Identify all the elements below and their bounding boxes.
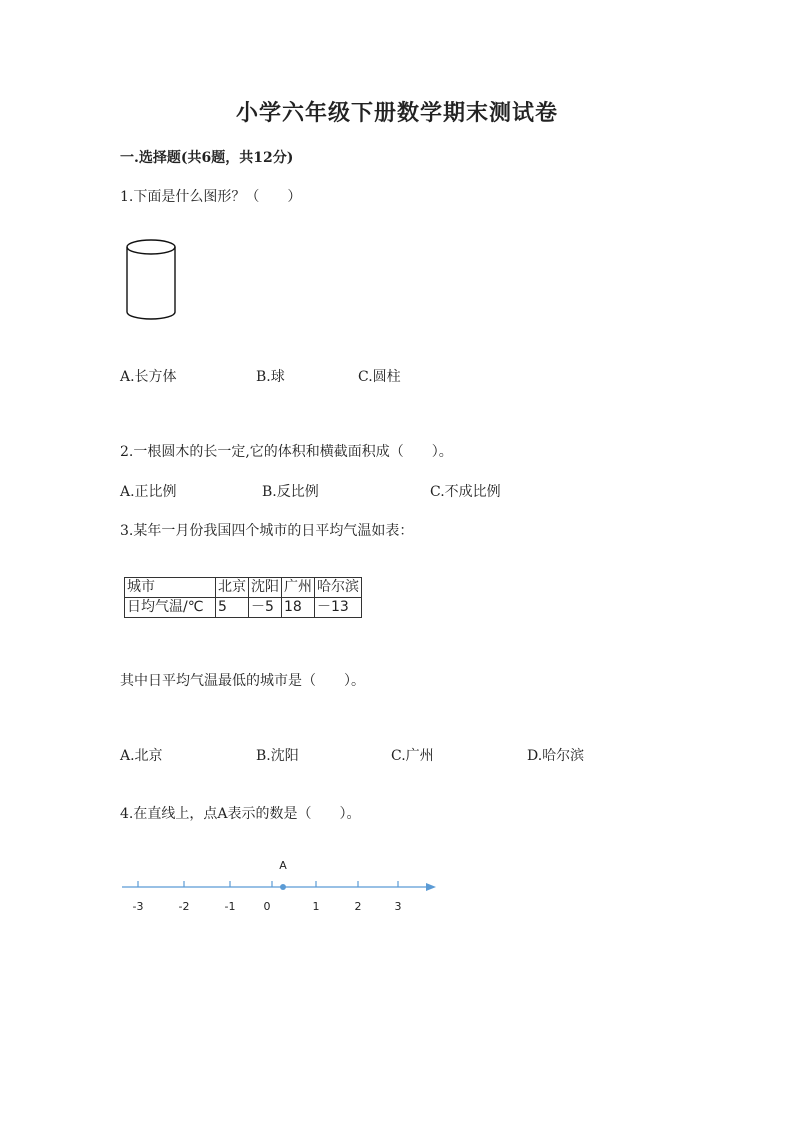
tick-label: -1: [224, 900, 236, 913]
table-cell: 日均气温/℃: [125, 598, 216, 618]
page-title: 小学六年级下册数学期末测试卷: [235, 100, 558, 126]
table-header-row: [125, 578, 362, 598]
table-cell: 城市: [125, 578, 216, 598]
point-a: [280, 884, 286, 890]
number-line: [118, 852, 448, 922]
table-cell: 北京: [216, 578, 249, 598]
table-cell: 哈尔滨: [315, 578, 362, 598]
question-2-text: 2.一根圆木的长一定,它的体积和横截面积成（ ）。: [120, 444, 453, 460]
table-cell: 5: [216, 598, 249, 618]
q1-option-a[interactable]: A.长方体: [120, 369, 177, 385]
tick-label: -3: [132, 900, 144, 913]
q2-option-c[interactable]: C.不成比例: [430, 484, 501, 500]
tick-label: 1: [312, 900, 320, 913]
table-cell: 广州: [282, 578, 315, 598]
q2-option-b[interactable]: B.反比例: [262, 484, 319, 500]
tick-label: 0: [263, 900, 271, 913]
tick-label: -2: [178, 900, 190, 913]
question-3-prompt: 其中日平均气温最低的城市是（ ）。: [120, 673, 365, 689]
table-row: [125, 598, 362, 618]
table-cell: 18: [282, 598, 315, 618]
section-heading: 一.选择题(共6题，共12分): [120, 150, 294, 166]
q3-option-c[interactable]: C.广州: [391, 748, 434, 764]
q1-option-b[interactable]: B.球: [256, 369, 285, 385]
tick-label: 3: [394, 900, 402, 913]
cylinder-icon: [124, 238, 182, 324]
table-cell: －5: [249, 598, 282, 618]
tick-label: 2: [354, 900, 362, 913]
question-1-text: 1.下面是什么图形？（ ）: [120, 189, 302, 205]
q3-option-a[interactable]: A.北京: [120, 748, 163, 764]
arrow-right-icon: [426, 883, 436, 891]
table-cell: －13: [315, 598, 362, 618]
table-cell: 沈阳: [249, 578, 282, 598]
point-a-label: A: [279, 859, 287, 872]
q1-option-c[interactable]: C.圆柱: [358, 369, 401, 385]
temperature-table: [124, 577, 362, 618]
q3-option-b[interactable]: B.沈阳: [256, 748, 299, 764]
q2-option-a[interactable]: A.正比例: [120, 484, 177, 500]
question-3-text: 3.某年一月份我国四个城市的日平均气温如表：: [120, 523, 414, 539]
question-4-text: 4.在直线上，点A表示的数是（ ）。: [120, 806, 361, 822]
q3-option-d[interactable]: D.哈尔滨: [527, 748, 585, 764]
